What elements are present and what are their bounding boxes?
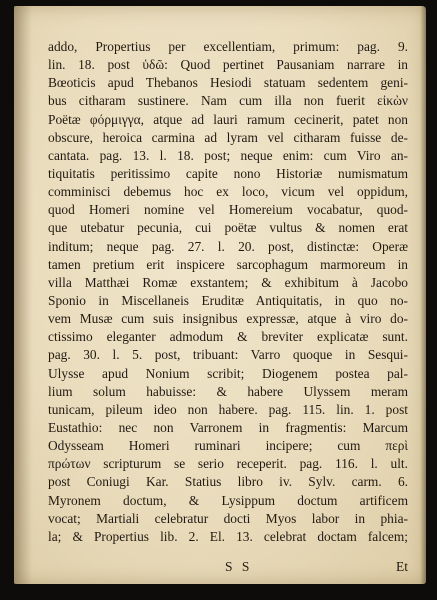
text-line: Sponio in Miscellaneis Eruditæ Antiquitatis, in quo no-: [48, 292, 408, 308]
text-line: comminisci debemus hoc ex loco, vicum vel oppidum,: [48, 184, 408, 200]
catchword: Et: [396, 559, 408, 574]
text-line: πρώτων scripturum se serio receperit. pag. 116. l. ult.: [48, 456, 408, 472]
page-footer: [48, 559, 408, 575]
text-line: tiquitatis peritissimo capite nono Historiæ numismatum: [48, 165, 408, 181]
text-line: vem Musæ cum suis insignibus expressæ, atque à viro do-: [48, 311, 408, 327]
body-text: [48, 38, 408, 546]
text-line: tunicam, pileum ideo non habere. pag. 115. lin. 1. post: [48, 401, 408, 417]
text-line: cantata. pag. 13. l. 18. post; neque enim: cum Viro an-: [48, 147, 408, 163]
text-line: addo, Propertius per excellentiam, primum: pag. 9.: [48, 39, 408, 54]
text-line: bus citharam sustinere. Nam cum illa non fuerit εἰκὼν: [48, 93, 408, 109]
text-line: inditum; neque pag. 27. l. 20. post, distinctæ: Operæ: [48, 238, 408, 254]
text-line: tamen pretium erit inspicere sarcophagum marmoreum in: [48, 256, 408, 272]
text-line: Eustathio: nec non Varronem in fragmentis: Marcum: [48, 419, 408, 435]
text-line: que utebatur pecunia, cui poëtæ vultus & nomen erat: [48, 220, 408, 236]
text-line: Bœoticis apud Thebanos Hesiodi statuam sedentem geni-: [48, 75, 408, 91]
text-line: lin. 18. post ὑδῶ: Quod pertinet Pausaniam narrare in: [48, 57, 408, 73]
text-line: Poëtæ φόρμιγγα, atque ad lauri ramum cecinerit, patet non: [48, 111, 408, 127]
gutter-shadow: [14, 6, 32, 584]
text-line: Odysseam Homeri ruminari incipere; cum περὶ: [48, 438, 408, 454]
text-line: pag. 30. l. 5. post, tribuant: Varro quoque in Sesqui-: [48, 347, 408, 363]
text-line: quod Homeri nomine vel Homereium vocabatur, quod-: [48, 202, 408, 218]
text-line: obscure, heroica carmina ad lyram vel citharam fuisse de-: [48, 129, 408, 145]
text-line: ctissimo eleganter admodum & breviter explicatæ sunt.: [48, 329, 408, 345]
signature-mark: S S: [225, 559, 253, 574]
text-line: lium solum habuisse: & habere Ulyssem meram: [48, 383, 408, 399]
page-edge-shadow: [420, 6, 426, 584]
text-line: Ulysse apud Nonium scribit; Diogenem postea pal-: [48, 365, 408, 381]
text-line: post Coniugi Kar. Statius libro iv. Sylv. carm. 6.: [48, 474, 408, 490]
text-line: villa Matthæi Romæ exstantem; & exhibitum à Jacobo: [48, 274, 408, 290]
text-line: la; & Propertius lib. 2. El. 13. celebrat doctam falcem;: [48, 528, 408, 544]
text-line: Myronem doctum, & Lysippum doctum artificem: [48, 492, 408, 508]
text-line: vocat; Martiali celebratur docti Myos labor in phia-: [48, 510, 408, 526]
